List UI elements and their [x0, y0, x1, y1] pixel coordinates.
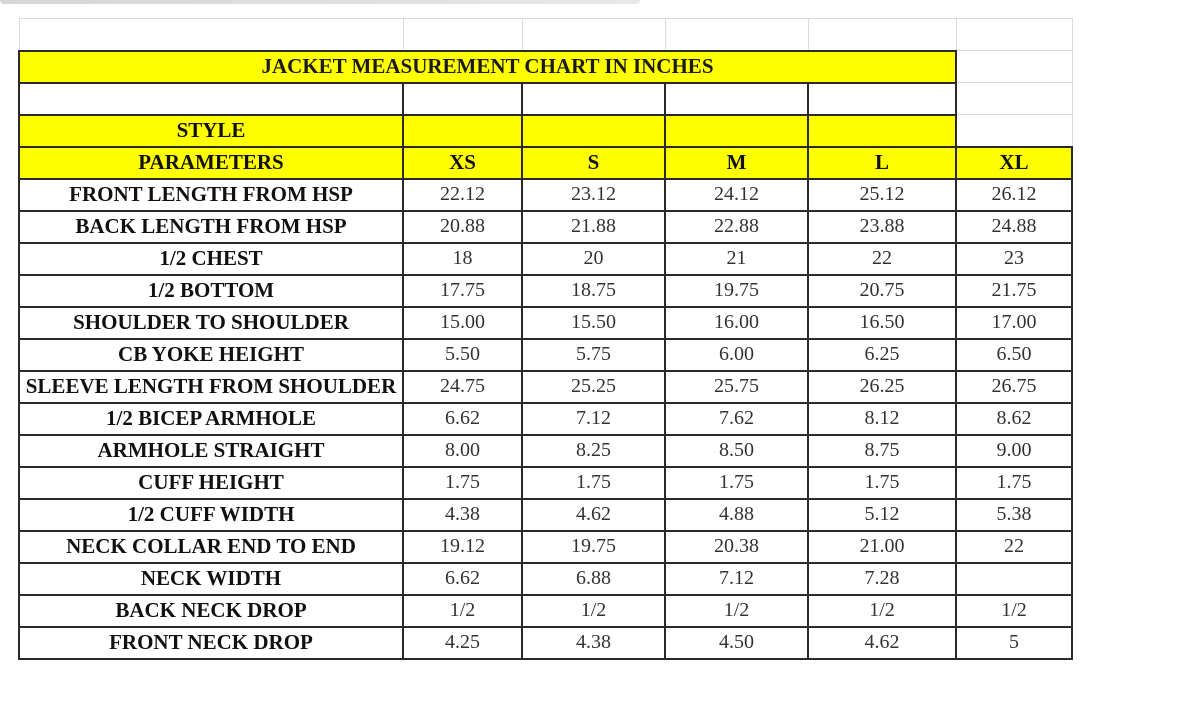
- top-scroll-edge: [0, 0, 640, 4]
- size-header-row: [19, 147, 1072, 179]
- value-cell[interactable]: 8.62: [956, 403, 1072, 435]
- value-cell[interactable]: 26.75: [956, 371, 1072, 403]
- value-cell[interactable]: 15.50: [522, 307, 665, 339]
- table-row: [19, 179, 1072, 211]
- value-cell[interactable]: 7.12: [522, 403, 665, 435]
- cell[interactable]: [665, 115, 808, 147]
- value-cell[interactable]: 20.75: [808, 275, 956, 307]
- value-cell[interactable]: 5.50: [403, 339, 522, 371]
- cell[interactable]: [403, 19, 522, 51]
- value-cell[interactable]: 6.25: [808, 339, 956, 371]
- value-cell[interactable]: 1/2: [403, 595, 522, 627]
- value-cell[interactable]: 5: [956, 627, 1072, 659]
- value-cell[interactable]: 22: [956, 531, 1072, 563]
- value-cell[interactable]: 7.12: [665, 563, 808, 595]
- table-row: [19, 595, 1072, 627]
- value-cell[interactable]: 22: [808, 243, 956, 275]
- cell[interactable]: [522, 83, 665, 115]
- value-cell[interactable]: 17.75: [403, 275, 522, 307]
- value-cell[interactable]: 5.75: [522, 339, 665, 371]
- parameter-cell[interactable]: FRONT LENGTH FROM HSP: [19, 179, 403, 211]
- value-cell[interactable]: 19.75: [665, 275, 808, 307]
- value-cell[interactable]: 7.28: [808, 563, 956, 595]
- cell[interactable]: [522, 115, 665, 147]
- value-cell[interactable]: 16.50: [808, 307, 956, 339]
- cell[interactable]: [956, 19, 1072, 51]
- title-row: [19, 51, 1072, 83]
- parameter-cell[interactable]: 1/2 BOTTOM: [19, 275, 403, 307]
- value-cell[interactable]: 19.12: [403, 531, 522, 563]
- value-cell[interactable]: 18: [403, 243, 522, 275]
- table-row: [19, 371, 1072, 403]
- value-cell[interactable]: 4.62: [808, 627, 956, 659]
- cell[interactable]: [956, 83, 1072, 115]
- cell[interactable]: [956, 115, 1072, 147]
- parameter-cell[interactable]: ARMHOLE STRAIGHT: [19, 435, 403, 467]
- value-cell[interactable]: 24.12: [665, 179, 808, 211]
- value-cell[interactable]: 8.12: [808, 403, 956, 435]
- value-cell[interactable]: 8.75: [808, 435, 956, 467]
- parameter-cell[interactable]: NECK WIDTH: [19, 563, 403, 595]
- size-header-m[interactable]: M: [665, 147, 808, 179]
- value-cell[interactable]: 4.62: [522, 499, 665, 531]
- value-cell[interactable]: 6.00: [665, 339, 808, 371]
- value-cell[interactable]: 24.75: [403, 371, 522, 403]
- value-cell[interactable]: 26.12: [956, 179, 1072, 211]
- value-cell[interactable]: 8.50: [665, 435, 808, 467]
- value-cell[interactable]: 19.75: [522, 531, 665, 563]
- size-header-l[interactable]: L: [808, 147, 956, 179]
- value-cell[interactable]: 16.00: [665, 307, 808, 339]
- value-cell[interactable]: 21.88: [522, 211, 665, 243]
- value-cell[interactable]: 15.00: [403, 307, 522, 339]
- value-cell[interactable]: 20: [522, 243, 665, 275]
- parameter-cell[interactable]: CUFF HEIGHT: [19, 467, 403, 499]
- cell[interactable]: [19, 19, 403, 51]
- value-cell[interactable]: 17.00: [956, 307, 1072, 339]
- parameter-cell[interactable]: 1/2 CHEST: [19, 243, 403, 275]
- table-row: [19, 531, 1072, 563]
- chart-title[interactable]: JACKET MEASUREMENT CHART IN INCHES: [19, 51, 956, 83]
- value-cell[interactable]: 23: [956, 243, 1072, 275]
- table-row: [19, 211, 1072, 243]
- cell[interactable]: [665, 19, 808, 51]
- value-cell[interactable]: 1.75: [956, 467, 1072, 499]
- size-header-xs[interactable]: XS: [403, 147, 522, 179]
- value-cell[interactable]: 8.00: [403, 435, 522, 467]
- style-row: [19, 115, 1072, 147]
- value-cell[interactable]: 22.88: [665, 211, 808, 243]
- value-cell[interactable]: 21.75: [956, 275, 1072, 307]
- table-row: [19, 563, 1072, 595]
- value-cell[interactable]: 1.75: [403, 467, 522, 499]
- table-row: [19, 275, 1072, 307]
- parameter-cell[interactable]: BACK NECK DROP: [19, 595, 403, 627]
- table-row: [19, 243, 1072, 275]
- style-label[interactable]: STYLE: [19, 115, 403, 147]
- table-row: [19, 403, 1072, 435]
- value-cell[interactable]: 7.62: [665, 403, 808, 435]
- value-cell[interactable]: 20.88: [403, 211, 522, 243]
- table-row: [19, 435, 1072, 467]
- value-cell[interactable]: 24.88: [956, 211, 1072, 243]
- value-cell[interactable]: 4.38: [522, 627, 665, 659]
- value-cell[interactable]: 18.75: [522, 275, 665, 307]
- value-cell[interactable]: 9.00: [956, 435, 1072, 467]
- value-cell[interactable]: 6.50: [956, 339, 1072, 371]
- value-cell[interactable]: 21: [665, 243, 808, 275]
- parameter-cell[interactable]: CB YOKE HEIGHT: [19, 339, 403, 371]
- value-cell[interactable]: 25.12: [808, 179, 956, 211]
- cell[interactable]: [808, 115, 956, 147]
- parameters-label[interactable]: PARAMETERS: [19, 147, 403, 179]
- value-cell[interactable]: 23.88: [808, 211, 956, 243]
- blank-row: [19, 83, 1072, 115]
- parameter-cell[interactable]: SLEEVE LENGTH FROM SHOULDER: [19, 371, 403, 403]
- value-cell[interactable]: 6.62: [403, 563, 522, 595]
- parameter-cell[interactable]: 1/2 CUFF WIDTH: [19, 499, 403, 531]
- value-cell[interactable]: 22.12: [403, 179, 522, 211]
- value-cell[interactable]: 1/2: [522, 595, 665, 627]
- table-row: [19, 499, 1072, 531]
- value-cell[interactable]: 4.88: [665, 499, 808, 531]
- value-cell[interactable]: 26.25: [808, 371, 956, 403]
- table-row: [19, 307, 1072, 339]
- value-cell[interactable]: 4.50: [665, 627, 808, 659]
- cell[interactable]: [403, 83, 522, 115]
- value-cell[interactable]: 1.75: [522, 467, 665, 499]
- value-cell[interactable]: [956, 563, 1072, 595]
- empty-row-top: [19, 19, 1072, 51]
- cell[interactable]: [956, 51, 1072, 83]
- table-row: [19, 627, 1072, 659]
- value-cell[interactable]: 5.12: [808, 499, 956, 531]
- value-cell[interactable]: 23.12: [522, 179, 665, 211]
- cell[interactable]: [808, 19, 956, 51]
- value-cell[interactable]: 8.25: [522, 435, 665, 467]
- cell[interactable]: [665, 83, 808, 115]
- value-cell[interactable]: 20.38: [665, 531, 808, 563]
- size-header-s[interactable]: S: [522, 147, 665, 179]
- table-row: [19, 467, 1072, 499]
- value-cell[interactable]: 1/2: [665, 595, 808, 627]
- value-cell[interactable]: 1/2: [956, 595, 1072, 627]
- cell[interactable]: [403, 115, 522, 147]
- parameter-cell[interactable]: SHOULDER TO SHOULDER: [19, 307, 403, 339]
- value-cell[interactable]: 4.25: [403, 627, 522, 659]
- value-cell[interactable]: 4.38: [403, 499, 522, 531]
- value-cell[interactable]: 25.25: [522, 371, 665, 403]
- measurement-table: [18, 18, 1073, 660]
- parameter-cell[interactable]: FRONT NECK DROP: [19, 627, 403, 659]
- value-cell[interactable]: 25.75: [665, 371, 808, 403]
- size-header-xl[interactable]: XL: [956, 147, 1072, 179]
- table-row: [19, 339, 1072, 371]
- value-cell[interactable]: 5.38: [956, 499, 1072, 531]
- parameter-cell[interactable]: 1/2 BICEP ARMHOLE: [19, 403, 403, 435]
- cell[interactable]: [19, 83, 403, 115]
- cell[interactable]: [808, 83, 956, 115]
- cell[interactable]: [522, 19, 665, 51]
- parameter-cell[interactable]: BACK LENGTH FROM HSP: [19, 211, 403, 243]
- value-cell[interactable]: 6.88: [522, 563, 665, 595]
- value-cell[interactable]: 6.62: [403, 403, 522, 435]
- value-cell[interactable]: 21.00: [808, 531, 956, 563]
- parameter-cell[interactable]: NECK COLLAR END TO END: [19, 531, 403, 563]
- value-cell[interactable]: 1.75: [808, 467, 956, 499]
- value-cell[interactable]: 1.75: [665, 467, 808, 499]
- value-cell[interactable]: 1/2: [808, 595, 956, 627]
